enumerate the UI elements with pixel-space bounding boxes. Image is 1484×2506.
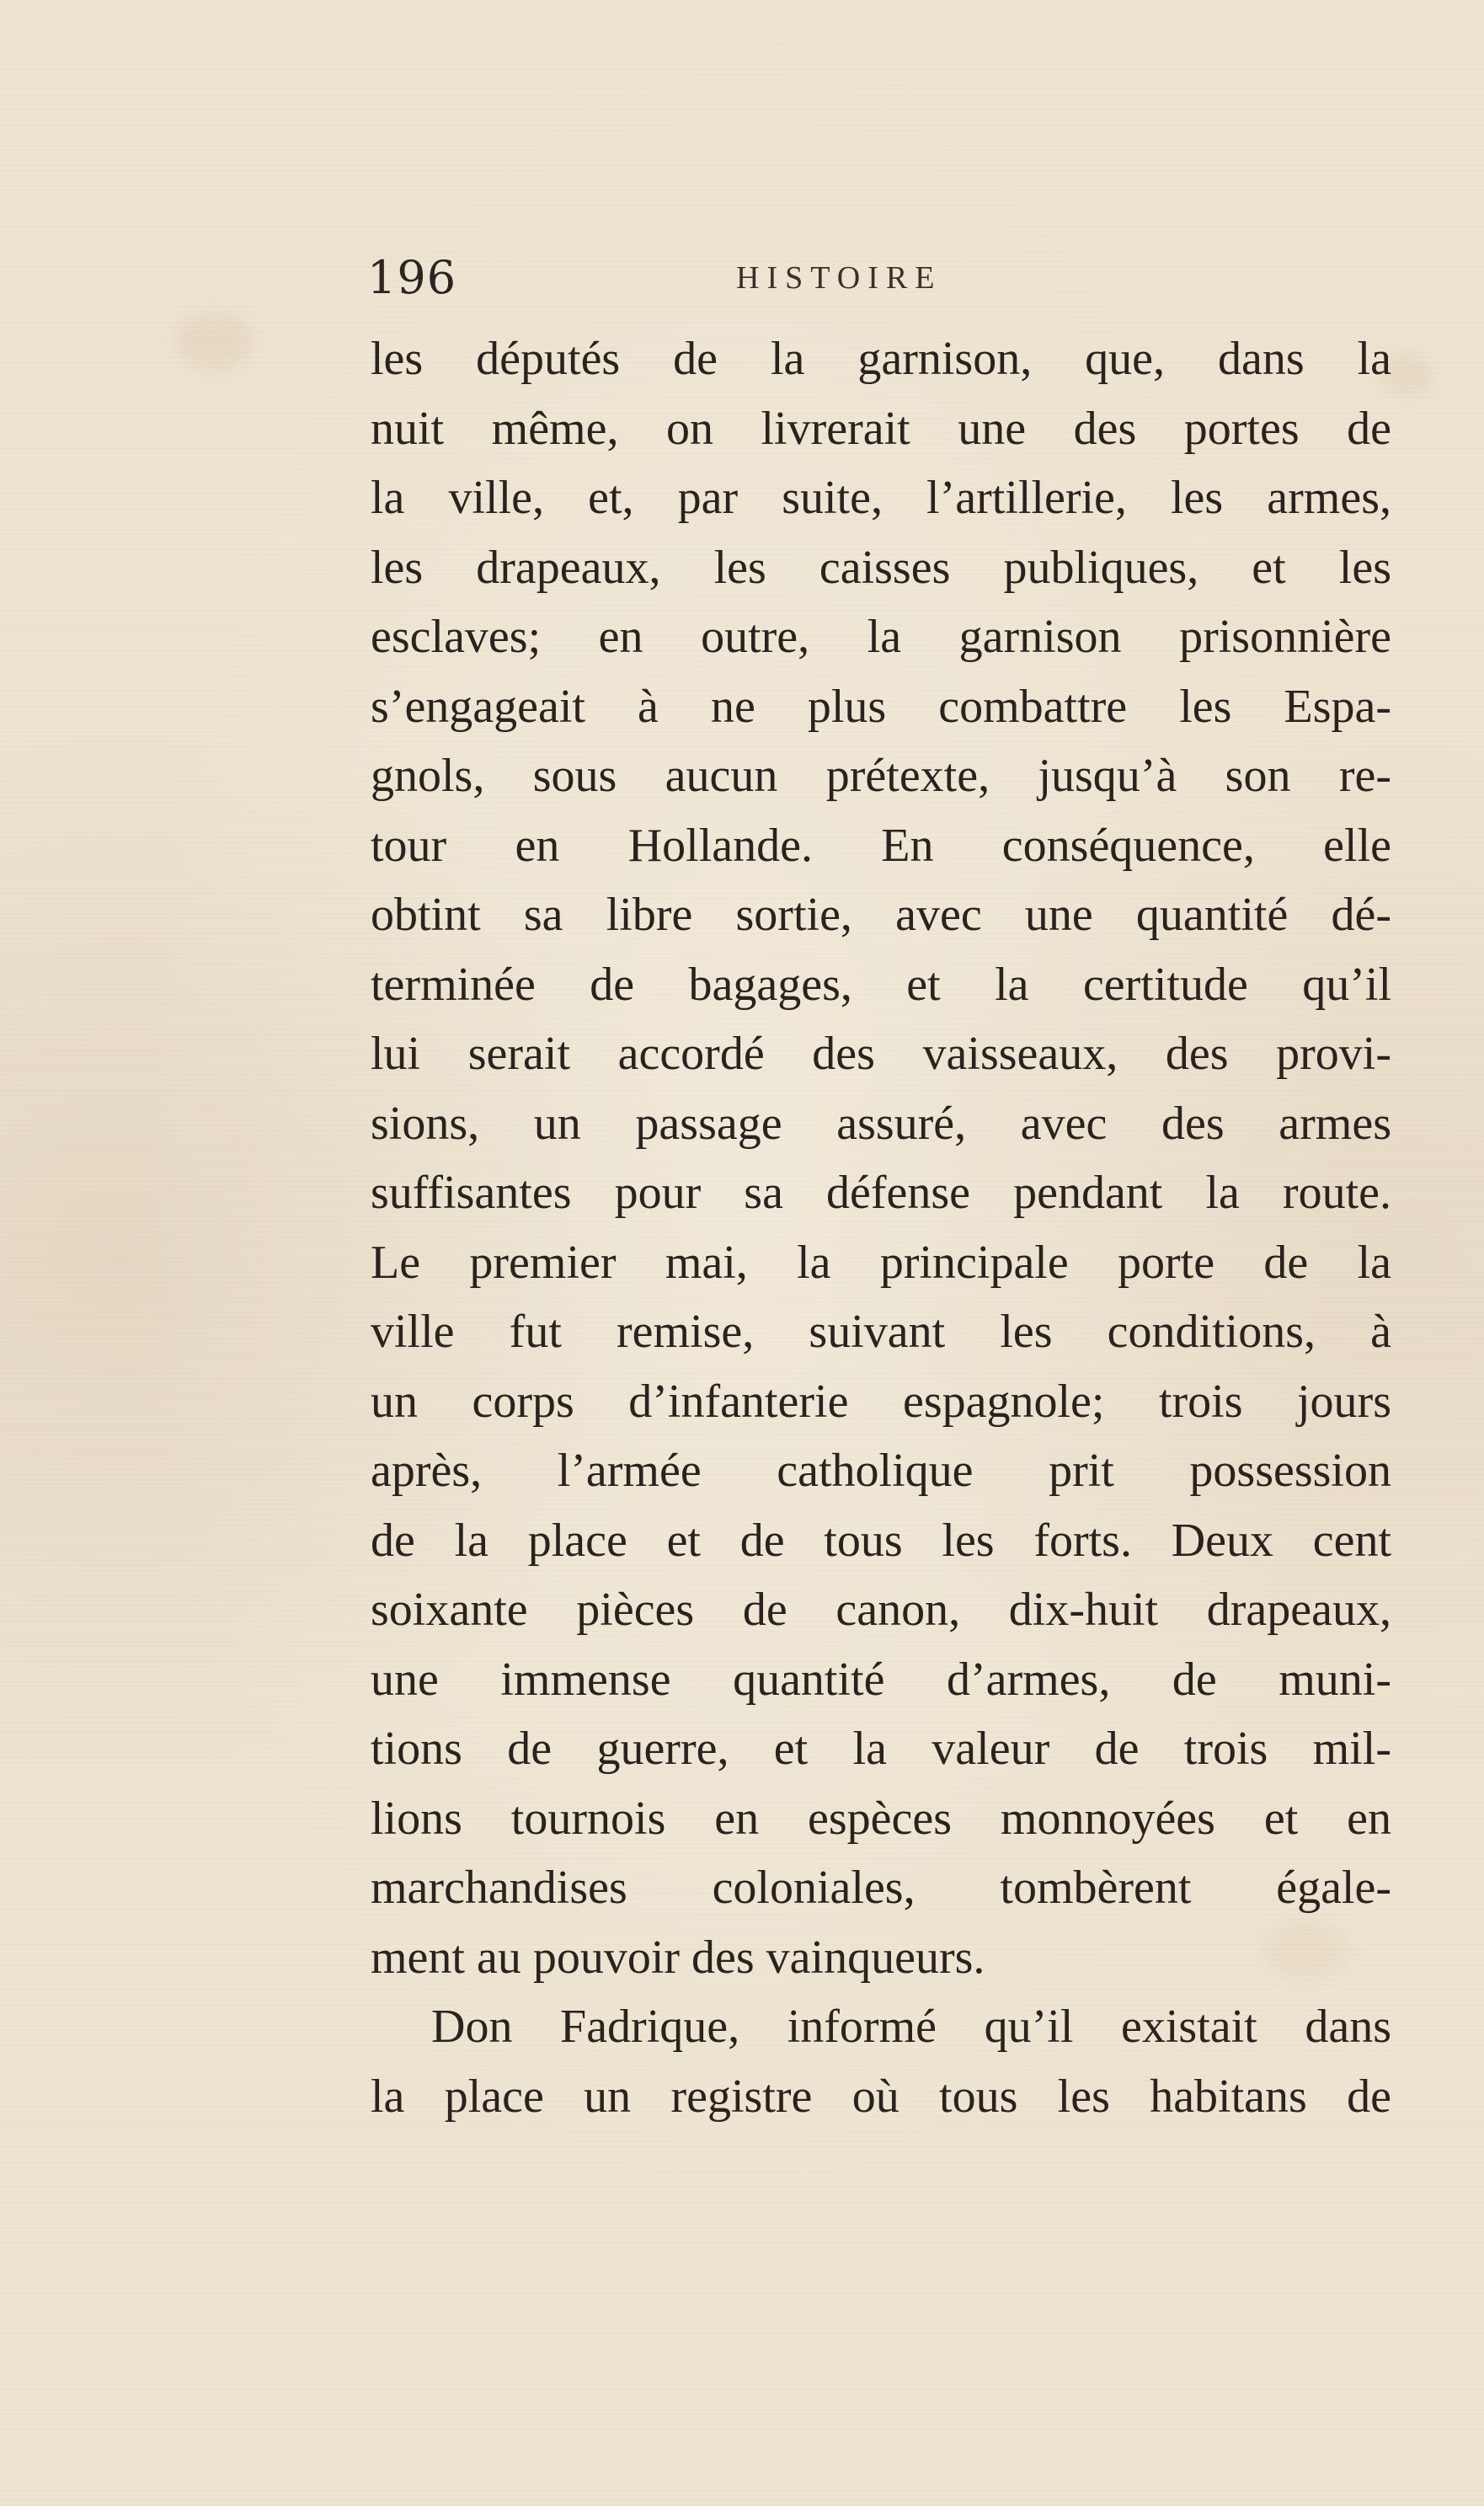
text-line: les drapeaux, les caisses publiques, et les [371,541,1391,594]
page-number: 196 [367,251,457,304]
paper-stain [177,312,253,371]
text-line: obtint sa libre sortie, avec une quantité dé- [371,889,1391,941]
text-line: Le premier mai, la principale porte de la [371,1236,1391,1289]
running-head [0,244,1484,312]
text-line: terminée de bagages, et la certitude qu’il [371,958,1391,1011]
text-line: après, l’armée catholique prit possession [371,1445,1391,1497]
text-line: de la place et de tous les forts. Deux cent [371,1514,1391,1567]
paragraph-end-line: ment au pouvoir des vainqueurs. [371,1931,985,1984]
text-line: soixante pièces de canon, dix-huit drapeaux, [371,1584,1391,1636]
text-line: esclaves; en outre, la garnison prisonnière [371,611,1391,663]
text-body [371,324,1391,2131]
text-line: les députés de la garnison, que, dans la [371,333,1391,385]
text-line: s’engageait à ne plus combattre les Espa- [371,680,1391,733]
text-line: une immense quantité d’armes, de muni- [371,1653,1391,1706]
text-line: nuit même, on livrerait une des portes de [371,402,1391,455]
running-title: HISTOIRE [736,260,942,296]
paragraph-start-line: Don Fadrique, informé qu’il existait dans [431,2001,1391,2053]
text-line: la place un registre où tous les habitans de [371,2070,1391,2123]
text-line: tour en Hollande. En conséquence, elle [371,819,1391,872]
text-line: lions tournois en espèces monnoyées et en [371,1792,1391,1845]
text-line: tions de guerre, et la valeur de trois mil- [371,1723,1391,1775]
text-line: sions, un passage assuré, avec des armes [371,1097,1391,1150]
text-line: marchandises coloniales, tombèrent égale- [371,1862,1391,1914]
text-line: gnols, sous aucun prétexte, jusqu’à son re- [371,750,1391,802]
text-line: la ville, et, par suite, l’artillerie, les armes, [371,472,1391,524]
text-line: suffisantes pour sa défense pendant la route. [371,1167,1391,1219]
text-line: ville fut remise, suivant les conditions, à [371,1306,1391,1358]
text-line: lui serait accordé des vaisseaux, des provi- [371,1028,1391,1080]
text-line: un corps d’infanterie espagnole; trois jours [371,1375,1391,1428]
